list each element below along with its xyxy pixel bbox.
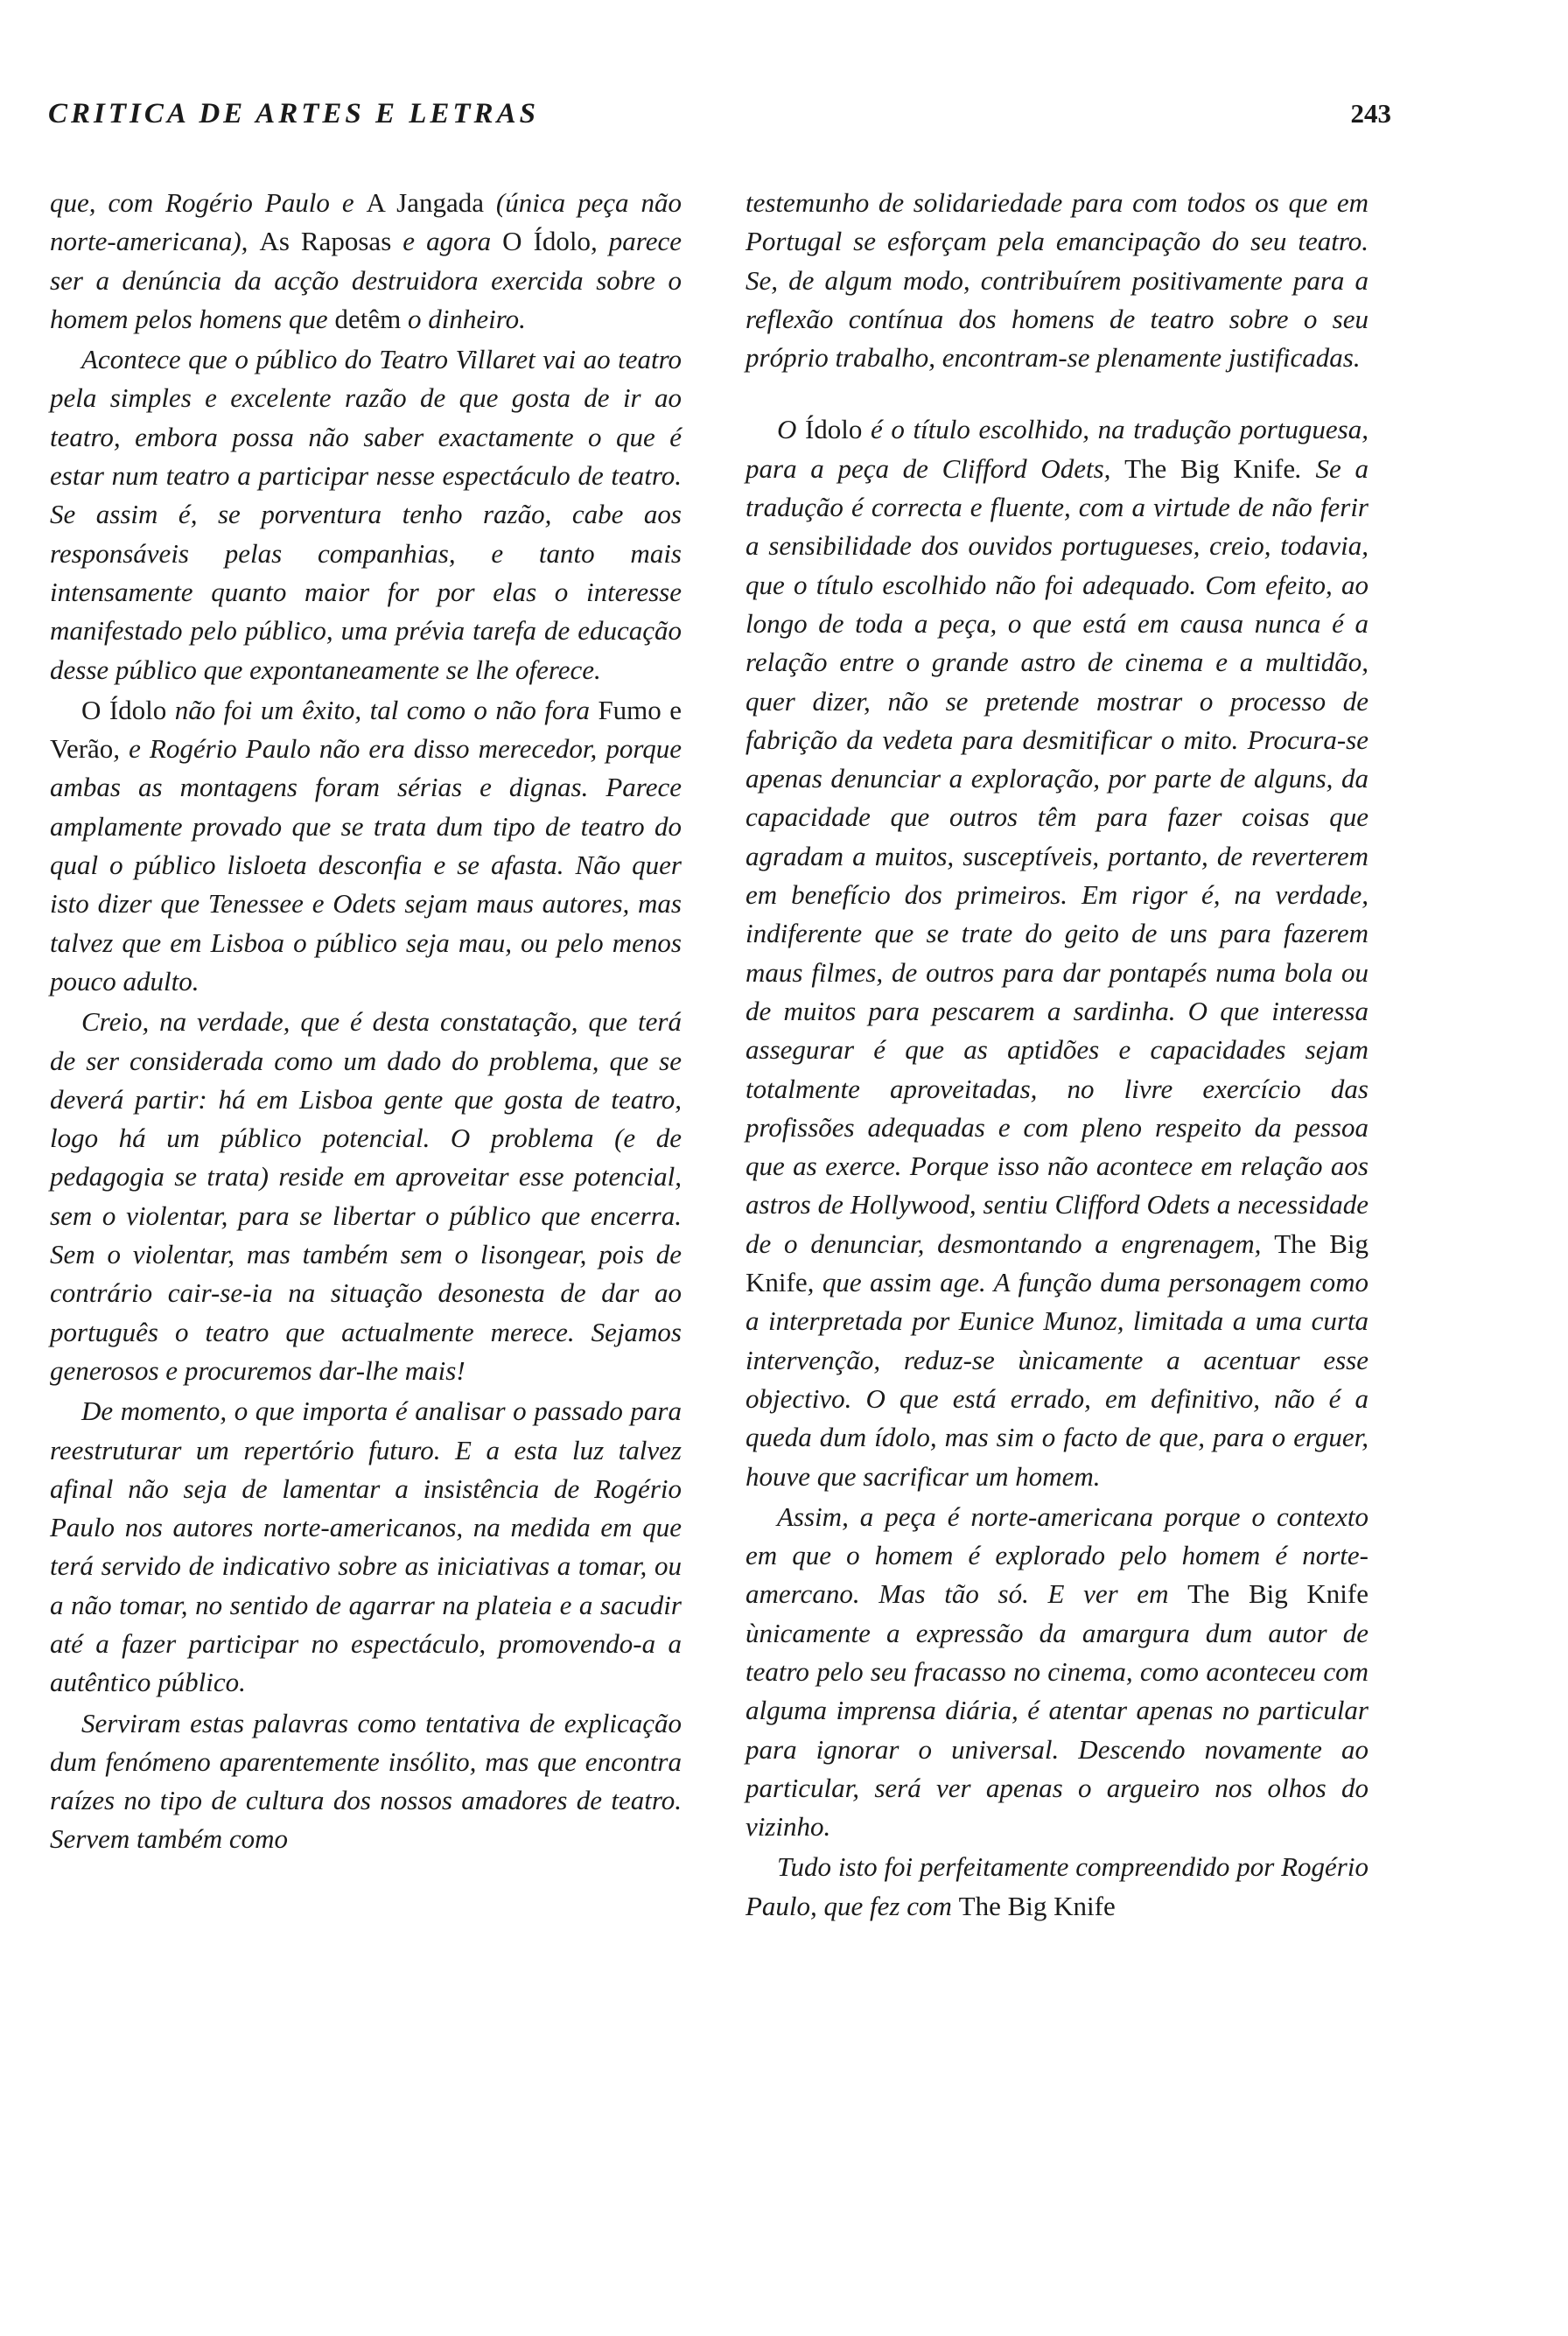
- text-run: . Se a tradução é correcta e fluente, com a virtude de não ferir a sensibilidade dos ouvidos portugueses, creio, todavia, que o título escolhido não foi adequado. Com efeito, ao longo de toda a peça, o que está em causa nunca é a relação entre o grande astro de cinema e a multidão, quer dizer, não se pretende mostrar o processo de fabrição da vedeta para desmitificar o mito. Procura-se apenas denunciar a exploração, por parte de alguns, da capacidade que outros têm para fazer coisas que agradam a muitos, susceptíveis, portanto, de reverterem em benefício dos primeiros. Em rigor é, na verdade, indiferente que se trate do geito de uns para fazerem maus filmes, de outros para dar pontapés numa bola ou de muitos para pescarem a sardinha. O que interessa assegurar é que as aptidões e capacidades sejam totalmente aproveitadas, no livre exercício das profissões adequadas e com pleno respeito da pessoa que as exerce. Porque isso não acontece em relação aos astros de Hollywood, sentiu Clifford Odets a necessidade de o denunciar, desmontando a engrenagem,: [746, 452, 1368, 1259]
- title-run: Ídolo: [804, 414, 863, 445]
- paragraph: [50, 1704, 682, 1859]
- text-run: detêm: [334, 303, 402, 334]
- text-run: , parece ser a denúncia da acção destruidora exercida sobre o homem pelos homens que: [50, 226, 682, 334]
- text-run: De momento, o que importa é analisar o passado para reestruturar um repertório futuro. E a esta luz talvez afinal não seja de lamentar a insistência de Rogério Paulo nos autores norte-americanos, na medida em que terá servido de indicativo sobre as iniciativas a tomar, ou a não tomar, no sentido de agarrar na plateia e a sacudir até a fazer participar no espectáculo, promovendo-a a autêntico público.: [50, 1395, 682, 1698]
- paragraph: [746, 1848, 1368, 1926]
- text-run: e agora: [391, 226, 503, 257]
- text-run: Tudo isto foi perfeitamente compreendido por Rogério Paulo, que fez com: [746, 1851, 1368, 1921]
- paragraph: [50, 691, 682, 1001]
- text-run: é o título escolhido, na tradução portuguesa, para a peça de Clifford Odets,: [746, 414, 1368, 484]
- paragraph: [50, 1392, 682, 1702]
- paragraph: [746, 184, 1368, 377]
- text-run: Acontece que o público do Teatro Villaret vai ao teatro pela simples e excelente razão de que gosta de ir ao teatro, embora possa não saber exactamente o que é estar num teatro a participar nesse espectáculo de teatro. Se assim é, se porventura tenho razão, cabe aos responsáveis pelas companhias, e tanto mais intensamente quanto maior for por elas o interesse manifestado pelo público, uma prévia tarefa de educação desse público que expontaneamente se lhe oferece.: [50, 344, 682, 685]
- text-run: não foi um êxito, tal como o não fora: [166, 694, 598, 725]
- title-run: The Big Knife: [1187, 1578, 1368, 1610]
- text-run: que, com Rogério Paulo e: [50, 187, 367, 218]
- text-run: Creio, na verdade, que é desta constatação, que terá de ser considerada como um dado do problema, que se deverá partir: há em Lisboa gente que gosta de teatro, logo há um público potencial. O problema (e de pedagogia se trata) reside em aproveitar esse potencial, sem o violentar, para se libertar o público que encerra. Sem o violentar, mas também sem o lisongear, pois de contrário cair-se-ia na situação desonesta de dar ao português o teatro que actualmente merece. Sejamos generosos e procuremos dar-lhe mais!: [50, 1006, 682, 1386]
- text-run: Assim, a peça é norte-americana porque o contexto em que o homem é explorado pelo homem é norte-amercano. Mas tão só. E ver em: [746, 1500, 1368, 1610]
- text-run: testemunho de solidariedade para com todos os que em Portugal se esforçam pela emancipação do seu teatro. Se, de algum modo, contribuírem positivamente para a reflexão contínua dos homens de teatro sobre o seu próprio trabalho, encontram-se plenamente justificadas.: [746, 187, 1368, 374]
- text-run: ùnicamente a expressão da amargura dum autor de teatro pelo seu fracasso no cinema, como aconteceu com alguma imprensa diária, é atentar apenas no particular para ignorar o universal. Descendo novamente ao particular, será ver apenas o argueiro nos olhos do vizinho.: [746, 1617, 1368, 1843]
- title-run: O Ídolo: [502, 226, 592, 257]
- title-run: Fumo e Verão: [50, 694, 682, 765]
- page-header: [48, 98, 1391, 130]
- text-run: (única peça não norte-americana),: [50, 187, 682, 257]
- title-run: A Jangada: [366, 187, 484, 218]
- text-run: Serviram estas palavras como tentativa de explicação dum fenómeno aparentemente insólito, mas que encontra raízes no tipo de cultura dos nossos amadores de teatro. Servem também como: [50, 1707, 682, 1855]
- paragraph: [746, 1498, 1368, 1847]
- right-column: [746, 184, 1368, 1926]
- running-head: CRITICA DE ARTES E LETRAS: [48, 98, 539, 129]
- title-run: The Big Knife: [1124, 452, 1296, 484]
- text-run: O: [777, 414, 805, 445]
- title-run: The Big Knife: [958, 1890, 1116, 1921]
- title-run: O Ídolo: [81, 694, 167, 725]
- text-run: , que assim age. A função duma personagem como a interpretada por Eunice Munoz, limitada a uma curta intervenção, reduz-se ùnicamente a acentuar esse objectivo. O que está errado, em definitivo, não é a queda dum ídolo, mas sim o facto de que, para o erguer, houve que sacrificar um homem.: [746, 1267, 1368, 1492]
- text-run: o dinheiro.: [401, 303, 526, 334]
- paragraph: [50, 340, 682, 689]
- title-run: The Big Knife: [746, 1227, 1368, 1298]
- left-column: [50, 184, 682, 1859]
- page-number: 243: [1350, 98, 1391, 129]
- paragraph: [746, 410, 1368, 1495]
- title-run: As Raposas: [259, 226, 392, 257]
- paragraph: [50, 1003, 682, 1390]
- text-run: , e Rogério Paulo não era disso merecedor, porque ambas as montagens foram sérias e dignas. Parece amplamente provado que se trata dum tipo de teatro do qual o público lisloeta desconfia e se afasta. Não quer isto dizer que Tenessee e Odets sejam maus autores, mas talvez que em Lisboa o público seja mau, ou pelo menos pouco adulto.: [50, 733, 682, 997]
- paragraph: [50, 184, 682, 339]
